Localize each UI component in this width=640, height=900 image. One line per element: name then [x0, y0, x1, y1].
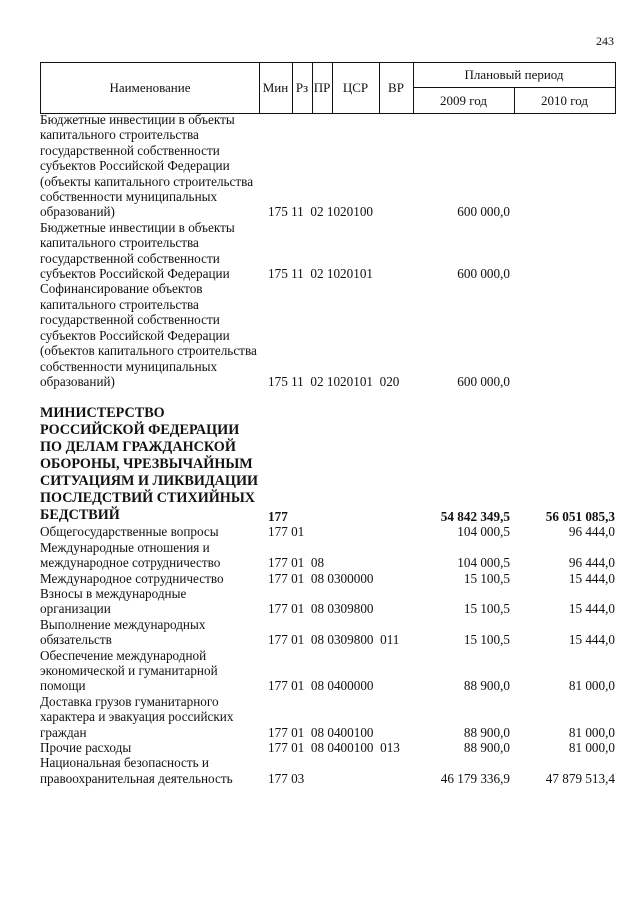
row-value-2010: 81 000,0: [568, 740, 615, 755]
row-codes: 177 01 08 0309800: [268, 601, 374, 617]
row-value-2009: 46 179 336,9: [440, 770, 510, 786]
table-row: [40, 648, 620, 694]
row-value-2010: 15 444,0: [568, 632, 615, 648]
row-value-2010: 47 879 513,4: [545, 770, 615, 786]
header-rz: Рз: [292, 63, 313, 113]
table-row: [40, 755, 620, 786]
row-value-2010: 56 051 085,3: [545, 508, 615, 524]
table-row: [40, 540, 620, 571]
row-name: Бюджетные инвестиции в объекты капитального строительства государственной собственности субъектов Российской Федерации (объекты капитального строительства собственности муниципальных образований): [40, 112, 254, 220]
row-value-2009: 104 000,5: [457, 555, 510, 571]
row-name: Национальная безопасность и правоохранительная деятельность: [40, 755, 233, 786]
row-name: Общегосударственные вопросы: [40, 524, 219, 540]
header-csr: ЦСР: [332, 63, 380, 113]
row-codes: 177 01 08 0300000: [268, 570, 374, 586]
row-codes: 177 01 08: [268, 555, 325, 571]
table-row: [40, 586, 620, 617]
row-value-2009: 600 000,0: [457, 204, 510, 220]
row-value-2009: 104 000,5: [457, 524, 510, 540]
row-codes: 175 11 02 1020101: [268, 266, 374, 282]
row-name: МИНИСТЕРСТВО РОССИЙСКОЙ ФЕДЕРАЦИИ ПО ДЕЛАМ ГРАЖДАНСКОЙ ОБОРОНЫ, ЧРЕЗВЫЧАЙНЫМ СИТУАЦИЯМ И ЛИКВИДАЦИИ ПОСЛЕДСТВИЙ СТИХИЙНЫХ БЕДСТВИЙ: [40, 405, 259, 524]
row-value-2010: 81 000,0: [568, 678, 615, 694]
row-value-2009: 15 100,5: [463, 601, 510, 617]
row-value-2009: 600 000,0: [457, 373, 510, 389]
row-codes: 175 11 02 1020100: [268, 204, 374, 220]
header-name: Наименование: [41, 63, 260, 113]
row-name: Международное сотрудничество: [40, 570, 224, 586]
header-min: Мин: [259, 63, 293, 113]
row-value-2010: 15 444,0: [568, 601, 615, 617]
row-name: Обеспечение международной экономической и гуманитарной помощи: [40, 647, 218, 694]
row-name: Софинансирование объектов капитального строительства государственной собственности субъектов Российской Федерации (объектов капитального строительства собственности муниципальных образований): [40, 281, 257, 389]
row-codes: 177 01 08 0400100 013: [268, 740, 400, 755]
table-body: [40, 112, 620, 786]
table-row: [40, 281, 620, 389]
row-codes: 177 01 08 0400100: [268, 724, 374, 740]
page-number: 243: [596, 34, 614, 48]
row-value-2009: 88 900,0: [463, 724, 510, 740]
table-row-ministry: [40, 405, 620, 524]
row-value-2009: 54 842 349,5: [440, 508, 510, 524]
row-codes: 177 03: [268, 770, 305, 786]
header-pr: ПР: [312, 63, 333, 113]
table-row: [40, 220, 620, 282]
row-codes: 177 01: [268, 524, 305, 540]
row-value-2009: 15 100,5: [463, 570, 510, 586]
row-name: Доставка грузов гуманитарного характера и эвакуация российских граждан: [40, 693, 234, 740]
row-name: Бюджетные инвестиции в объекты капитального строительства государственной собственности субъектов Российской Федерации: [40, 219, 235, 282]
row-codes: 177 01 08 0309800 011: [268, 632, 400, 648]
header-year-2009: 2009 год: [413, 88, 515, 113]
row-name: Международные отношения и международное сотрудничество: [40, 539, 221, 571]
table-row: [40, 524, 620, 539]
row-value-2010: 15 444,0: [568, 570, 615, 586]
table-header: [40, 62, 616, 114]
row-value-2010: 96 444,0: [568, 524, 615, 540]
table-row: [40, 571, 620, 586]
row-codes: 175 11 02 1020101 020: [268, 373, 400, 389]
header-year-2010: 2010 год: [514, 88, 616, 113]
row-value-2009: 600 000,0: [457, 266, 510, 282]
table-row: [40, 112, 620, 220]
table-row: [40, 740, 620, 755]
row-value-2009: 88 900,0: [463, 678, 510, 694]
table-row: [40, 617, 620, 648]
table-row: [40, 694, 620, 740]
row-name: Прочие расходы: [40, 740, 132, 755]
row-codes: 177 01 08 0400000: [268, 678, 374, 694]
row-value-2010: 96 444,0: [568, 555, 615, 571]
row-value-2010: 81 000,0: [568, 724, 615, 740]
row-name: Выполнение международных обязательств: [40, 616, 206, 648]
row-value-2009: 88 900,0: [463, 740, 510, 755]
header-vr: ВР: [379, 63, 414, 113]
row-value-2009: 15 100,5: [463, 632, 510, 648]
header-plan-period: Плановый период: [413, 63, 616, 88]
section-spacer: [40, 389, 620, 405]
row-codes: 177: [268, 508, 288, 524]
row-name: Взносы в международные организации: [40, 585, 187, 617]
